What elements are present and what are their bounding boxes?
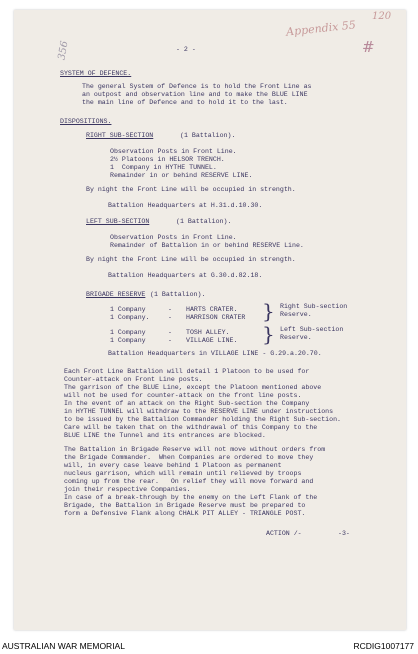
left-subsection-title: LEFT SUB-SECTION xyxy=(86,218,150,225)
reference-annotation: 120 xyxy=(372,11,392,22)
para2-line-9: form a Defensive Flank along CHALK PIT ALLEY - TRIANGLE POST. xyxy=(64,510,306,517)
para2-line-8: Brigade, the Battalion in Brigade Reserve must be prepared to xyxy=(64,502,306,509)
reserve-note-2-line-1: Left Sub-section xyxy=(280,326,344,333)
para1-line-8: Care will be taken that on the withdrawal of this Company to the xyxy=(64,424,318,431)
brace-2: } xyxy=(262,322,275,346)
para1-line-1: Each Front Line Battalion will detail 1 Platoon to be used for xyxy=(64,368,310,375)
right-hq-line: Battalion Headquarters at H.31.d.10.30. xyxy=(108,202,263,209)
reserve-hq-line: Battalion Headquarters in VILLAGE LINE - G.29.a.20.70. xyxy=(108,350,322,357)
continued-label: ACTION /- xyxy=(266,530,302,537)
para1-line-6: in HYTHE TUNNEL will withdraw to the RESERVE LINE under instructions xyxy=(64,408,334,415)
right-night-line: By night the Front Line will be occupied in strength. xyxy=(86,186,296,193)
continued-page: -3- xyxy=(338,530,350,537)
para2-line-5: coming up from the rear. On relief they will move forward and xyxy=(64,478,314,485)
para2-line-4: nucleus garrison, which will remain until relieved by troops xyxy=(64,470,302,477)
reserve-note-1-line-2: Reserve. xyxy=(280,311,312,318)
system-line-2: an outpost and observation line and to make the BLUE LINE xyxy=(82,91,308,98)
para2-line-2: the Brigade Commander. When Companies are ordered to move they xyxy=(64,454,314,461)
reserve-row-3-place: TOSH ALLEY. xyxy=(186,329,230,336)
left-night-line: By night the Front Line will be occupied in strength. xyxy=(86,256,296,263)
reserve-row-4-dash: - xyxy=(168,337,172,344)
right-line-2: 2½ Platoons in HELSOR TRENCH. xyxy=(110,156,225,163)
right-line-3: 1 Company in HYTHE TUNNEL. xyxy=(110,164,217,171)
page-label: - 2 - xyxy=(176,46,196,53)
right-line-1: Observation Posts in Front Line. xyxy=(110,148,237,155)
system-line-1: The general System of Defence is to hold the Front Line as xyxy=(82,83,312,90)
left-subsection-battalion: (1 Battalion). xyxy=(176,218,232,225)
heading-system-of-defence: SYSTEM OF DEFENCE. xyxy=(60,70,132,77)
reserve-note-2-line-2: Reserve. xyxy=(280,334,312,341)
para2-line-6: join their respective Companies. xyxy=(64,486,191,493)
para1-line-7: to be issued by the Battalion Commander holding the Right Sub-section. xyxy=(64,416,341,423)
right-subsection-battalion: (1 Battalion). xyxy=(180,132,236,139)
reserve-row-2-dash: - xyxy=(168,314,172,321)
brigade-reserve-title: BRIGADE RESERVE xyxy=(86,291,146,298)
reserve-row-4-unit: 1 Company xyxy=(110,337,146,344)
para1-line-9: BLUE LINE the Tunnel and its entrances are blocked. xyxy=(64,432,266,439)
reserve-row-2-unit: 1 Company. xyxy=(110,314,150,321)
reserve-row-1-unit: 1 Company xyxy=(110,306,146,313)
footer-source: AUSTRALIAN WAR MEMORIAL xyxy=(2,641,125,651)
para1-line-3: The garrison of the BLUE Line, except the Platoon mentioned above xyxy=(64,384,322,391)
para1-line-2: Counter-attack on Front Line posts. xyxy=(64,376,203,383)
brigade-reserve-battalion: (1 Battalion). xyxy=(150,291,206,298)
reserve-row-1-dash: - xyxy=(168,306,172,313)
page-number-stamp: 356 xyxy=(56,40,71,61)
para2-line-1: The Battalion in Brigade Reserve will not move without orders from xyxy=(64,446,326,453)
heading-dispositions: DISPOSITIONS. xyxy=(60,118,112,125)
right-subsection-title: RIGHT SUB-SECTION xyxy=(86,132,154,139)
reserve-row-2-place: HARRISON CRATER xyxy=(186,314,246,321)
para1-line-4: will not be used for counter-attack on the front line posts. xyxy=(64,392,302,399)
footer-record-id: RCDIG1007177 xyxy=(353,641,414,651)
right-line-4: Remainder in or behind RESERVE LINE. xyxy=(110,172,253,179)
left-hq-line: Battalion Headquarters at G.30.d.82.18. xyxy=(108,272,263,279)
hash-stamp: # xyxy=(362,38,375,56)
reserve-row-4-place: VILLAGE LINE. xyxy=(186,337,238,344)
appendix-annotation: Appendix 55 xyxy=(285,18,357,39)
reserve-row-1-place: HARTS CRATER. xyxy=(186,306,238,313)
reserve-row-3-dash: - xyxy=(168,329,172,336)
left-line-2: Remainder of Battalion in or behind RESERVE Line. xyxy=(110,242,304,249)
para2-line-7: In case of a break-through by the enemy on the Left Flank of the xyxy=(64,494,318,501)
reserve-note-1-line-1: Right Sub-section xyxy=(280,303,348,310)
para2-line-3: will, in every case leave behind 1 Platoon as permanent xyxy=(64,462,282,469)
system-line-3: the main line of Defence and to hold it to the last. xyxy=(82,99,288,106)
left-line-1: Observation Posts in Front Line. xyxy=(110,234,237,241)
brace-1: } xyxy=(262,299,275,323)
para1-line-5: In the event of an attack on the Right Sub-section the Company xyxy=(64,400,310,407)
reserve-row-3-unit: 1 Company xyxy=(110,329,146,336)
